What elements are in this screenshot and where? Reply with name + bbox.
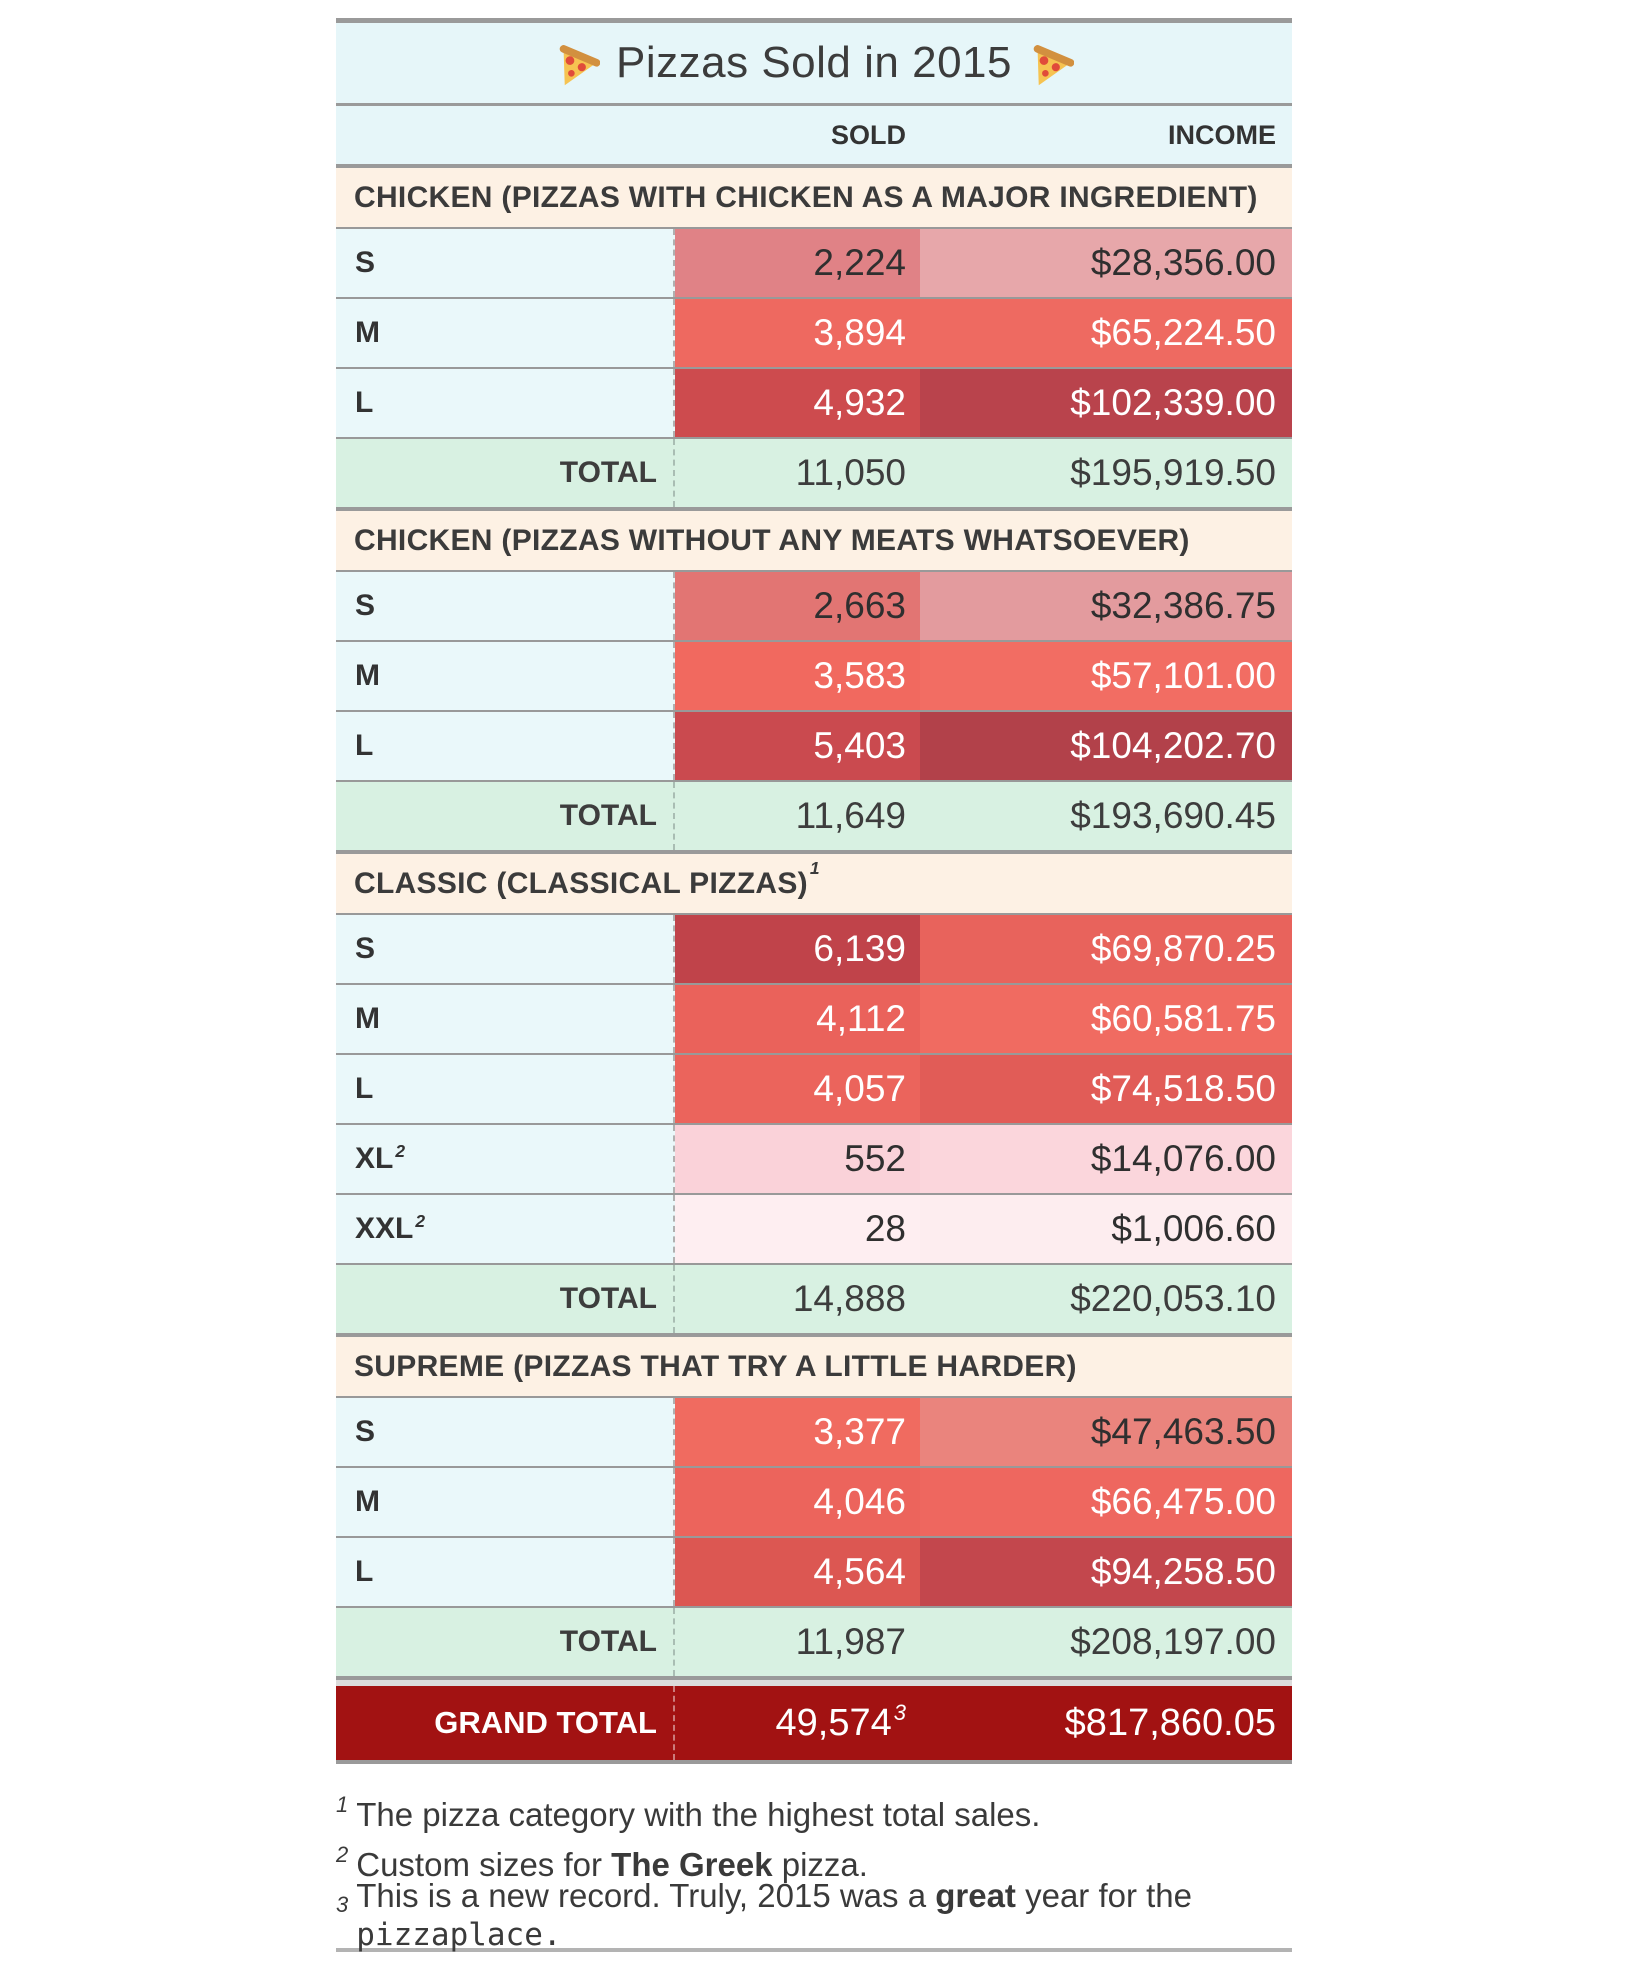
total-label: TOTAL xyxy=(336,782,675,850)
category-header-label: CHICKEN (PIZZAS WITH CHICKEN AS A MAJOR INGREDIENT) xyxy=(354,180,1258,214)
category-header xyxy=(336,1337,1292,1396)
table-row xyxy=(336,572,1292,640)
size-label-cell: XXL $^2$ xyxy=(336,1195,675,1263)
table-row xyxy=(336,229,1292,297)
table-row xyxy=(336,1538,1292,1606)
income-cell: $69,870.25 xyxy=(920,915,1292,983)
sold-cell: 5,403 xyxy=(675,712,920,780)
sold-cell: 4,057 xyxy=(675,1055,920,1123)
footnote-marker: 2 xyxy=(395,1140,406,1161)
total-label: TOTAL xyxy=(336,1608,675,1676)
footnote-marker: 1 xyxy=(336,1792,349,1817)
size-label-cell: L xyxy=(336,712,675,780)
table-sections xyxy=(336,168,1292,1680)
column-header-income: INCOME xyxy=(1168,119,1276,150)
size-label-cell: M xyxy=(336,299,675,367)
grand-total-row xyxy=(336,1686,1292,1760)
table-row xyxy=(336,369,1292,437)
table-row xyxy=(336,712,1292,780)
table-row xyxy=(336,1055,1292,1123)
total-sold: 14,888 xyxy=(792,1278,906,1319)
table-row xyxy=(336,985,1292,1053)
sold-cell: 2,663 xyxy=(675,572,920,640)
income-cell: $66,475.00 xyxy=(920,1468,1292,1536)
income-cell: $57,101.00 xyxy=(920,642,1292,710)
income-cell: $14,076.00 xyxy=(920,1125,1292,1193)
category-header xyxy=(336,854,1292,913)
sold-cell: 552 xyxy=(675,1125,920,1193)
table-row xyxy=(336,299,1292,367)
footnote-text: Custom sizes for The Greek pizza. xyxy=(356,1846,868,1883)
income-cell: $1,006.60 xyxy=(920,1195,1292,1263)
pizza-slice-icon xyxy=(554,40,600,86)
size-label-cell: M xyxy=(336,985,675,1053)
footnote-text: This is a new record. Truly, 2015 was a great year for the pizzaplace. xyxy=(356,1877,1193,1953)
total-row xyxy=(336,1265,1292,1333)
total-row xyxy=(336,782,1292,850)
size-label-cell: S xyxy=(336,1398,675,1466)
income-cell: $32,386.75 xyxy=(920,572,1292,640)
column-header-sold: SOLD xyxy=(830,119,906,150)
page-title: Pizzas Sold in 2015 xyxy=(616,38,1012,87)
table-row xyxy=(336,1468,1292,1536)
sold-cell: 4,112 xyxy=(675,985,920,1053)
income-cell: $94,258.50 xyxy=(920,1538,1292,1606)
total-sold: 11,649 xyxy=(795,795,906,836)
footnote xyxy=(336,1877,1292,1953)
pizza-sales-table xyxy=(336,18,1292,1952)
total-income: $195,919.50 xyxy=(1070,452,1276,493)
income-cell: $74,518.50 xyxy=(920,1055,1292,1123)
sold-cell: 4,046 xyxy=(675,1468,920,1536)
size-label-cell: S xyxy=(336,915,675,983)
income-cell: $60,581.75 xyxy=(920,985,1292,1053)
divider xyxy=(336,1760,1292,1764)
column-header-row xyxy=(336,106,1292,164)
table-row xyxy=(336,1125,1292,1193)
size-label-cell: S xyxy=(336,572,675,640)
total-sold: 11,050 xyxy=(795,452,906,493)
size-label-cell: S xyxy=(336,229,675,297)
grand-total-sold xyxy=(675,1686,920,1760)
table-row xyxy=(336,642,1292,710)
total-label: TOTAL xyxy=(336,1265,675,1333)
size-label-cell: M xyxy=(336,642,675,710)
size-label-cell: L xyxy=(336,369,675,437)
footnote-marker: 2 xyxy=(336,1842,349,1867)
footnote xyxy=(336,1790,1292,1840)
footnote-marker: 1 xyxy=(809,858,820,879)
sold-cell: 3,583 xyxy=(675,642,920,710)
income-cell: $47,463.50 xyxy=(920,1398,1292,1466)
category-header xyxy=(336,168,1292,227)
income-cell: $102,339.00 xyxy=(920,369,1292,437)
size-label-cell: M xyxy=(336,1468,675,1536)
size-label-cell: L xyxy=(336,1055,675,1123)
table-row xyxy=(336,915,1292,983)
category-header xyxy=(336,511,1292,570)
sold-cell: 4,564 xyxy=(675,1538,920,1606)
income-cell: $104,202.70 xyxy=(920,712,1292,780)
grand-total-income: $817,860.05 xyxy=(1064,1701,1276,1744)
footnote-marker: 3 xyxy=(336,1892,349,1917)
table-title-row xyxy=(336,23,1292,103)
total-label: TOTAL xyxy=(336,439,675,507)
grand-total-sold-value: 49,574 xyxy=(775,1701,892,1744)
sold-cell: 3,377 xyxy=(675,1398,920,1466)
table-row xyxy=(336,1195,1292,1263)
sold-cell: 2,224 xyxy=(675,229,920,297)
grand-total-label: GRAND TOTAL xyxy=(336,1686,675,1760)
sold-cell: 6,139 xyxy=(675,915,920,983)
category-header-label: CHICKEN (PIZZAS WITHOUT ANY MEATS WHATSOEVER) xyxy=(354,523,1190,557)
income-cell: $28,356.00 xyxy=(920,229,1292,297)
size-label-cell: XL $^2$ xyxy=(336,1125,675,1193)
size-label-cell: L xyxy=(336,1538,675,1606)
footnotes xyxy=(336,1790,1292,1953)
footnote-marker: 2 xyxy=(415,1210,426,1231)
income-cell: $65,224.50 xyxy=(920,299,1292,367)
sold-cell: 28 xyxy=(675,1195,920,1263)
total-income: $193,690.45 xyxy=(1070,795,1276,836)
category-header-label: CLASSIC (CLASSICAL PIZZAS) $^1$ xyxy=(354,858,820,900)
pizza-slice-icon xyxy=(1028,40,1074,86)
total-row xyxy=(336,439,1292,507)
footnote-text: The pizza category with the highest total sales. xyxy=(356,1796,1041,1833)
footnote-marker: 3 xyxy=(893,1700,906,1726)
total-income: $220,053.10 xyxy=(1070,1278,1276,1319)
category-header-label: SUPREME (PIZZAS THAT TRY A LITTLE HARDER) xyxy=(354,1349,1077,1383)
sold-cell: 4,932 xyxy=(675,369,920,437)
total-income: $208,197.00 xyxy=(1070,1621,1276,1662)
total-row xyxy=(336,1608,1292,1676)
sold-cell: 3,894 xyxy=(675,299,920,367)
total-sold: 11,987 xyxy=(795,1621,906,1662)
table-row xyxy=(336,1398,1292,1466)
